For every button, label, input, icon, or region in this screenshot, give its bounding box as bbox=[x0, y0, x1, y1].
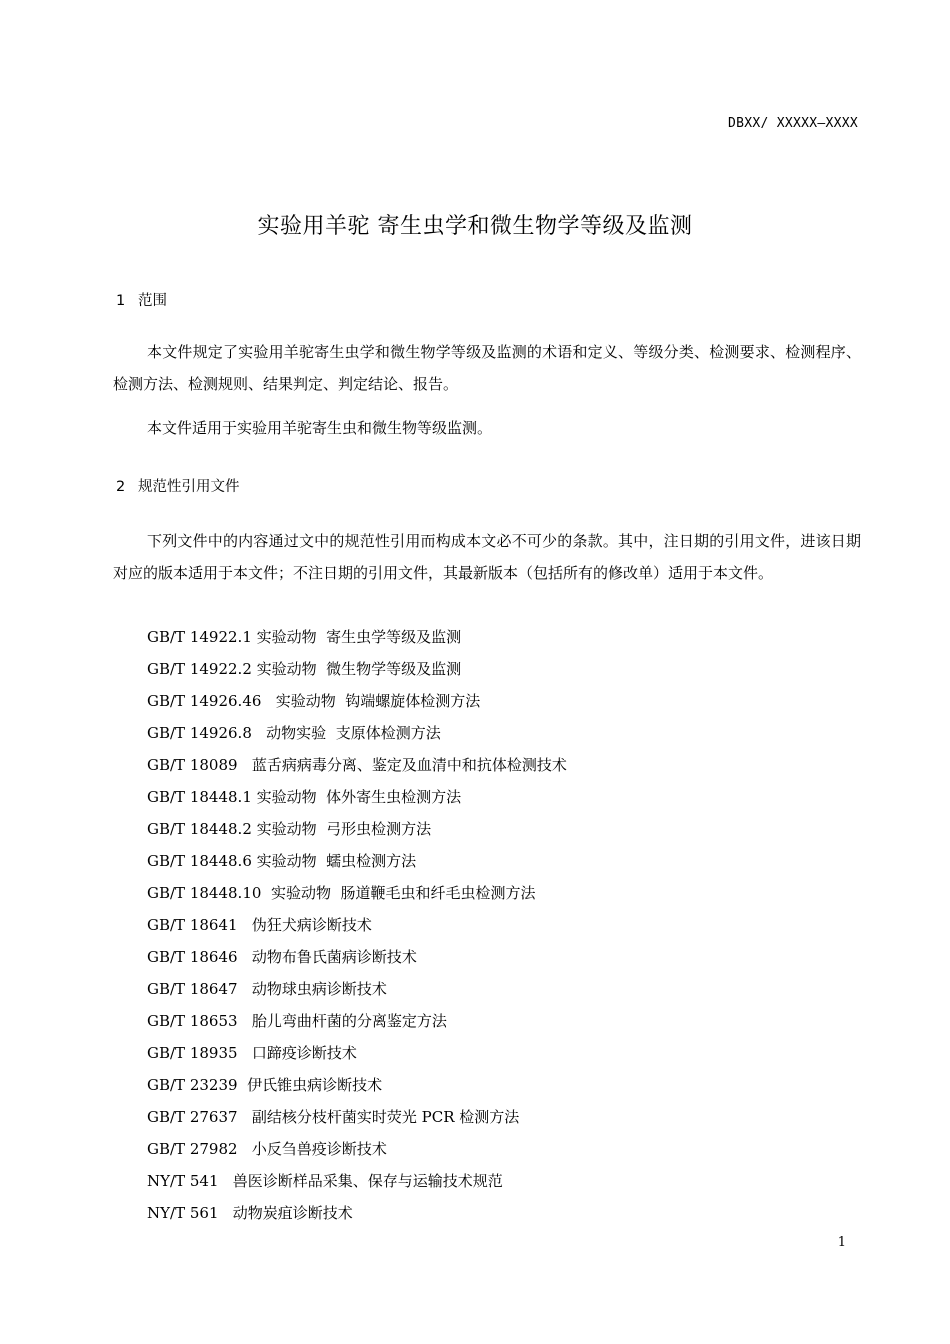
document-title: 实验用羊驼 寄生虫学和微生物学等级及监测 bbox=[257, 214, 693, 239]
page-number: 1 bbox=[837, 1235, 846, 1250]
scope-paragraph-2: 本文件适用于实验用羊驼寄生虫和微生物等级监测。 bbox=[147, 419, 493, 437]
reference-item: GB/T 18089 蓝舌病病毒分离、鉴定及血清中和抗体检测技术 bbox=[147, 756, 567, 774]
section-title: 规范性引用文件 bbox=[138, 479, 240, 495]
reference-item: GB/T 14922.1 实验动物 寄生虫学等级及监测 bbox=[147, 628, 462, 646]
reference-item: NY/T 561 动物炭疽诊断技术 bbox=[147, 1204, 353, 1222]
reference-item: GB/T 18653 胎儿弯曲杆菌的分离鉴定方法 bbox=[147, 1012, 447, 1030]
reference-item: GB/T 14926.8 动物实验 支原体检测方法 bbox=[147, 724, 441, 742]
section-number: 1 bbox=[116, 293, 126, 309]
reference-item: GB/T 18448.10 实验动物 肠道鞭毛虫和纤毛虫检测方法 bbox=[147, 884, 536, 902]
reference-item: GB/T 27982 小反刍兽疫诊断技术 bbox=[147, 1140, 387, 1158]
reference-item: GB/T 18448.6 实验动物 蠕虫检测方法 bbox=[147, 852, 417, 870]
reference-item: GB/T 18448.1 实验动物 体外寄生虫检测方法 bbox=[147, 788, 462, 806]
reference-item: NY/T 541 兽医诊断样品采集、保存与运输技术规范 bbox=[147, 1172, 503, 1190]
references-intro-paragraph: 下列文件中的内容通过文中的规范性引用而构成本文必不可少的条款。其中，注日期的引用文件，进该日期对应的版本适用于本文件；不注日期的引用文件，其最新版本（包括所有的修改单）适用于本文件。 bbox=[113, 532, 861, 582]
document-code: DBXX/ XXXXX—XXXX bbox=[727, 116, 858, 131]
section-title: 范围 bbox=[138, 293, 167, 309]
scope-paragraph-1: 本文件规定了实验用羊驼寄生虫学和微生物学等级及监测的术语和定义、等级分类、检测要求、检测程序、检测方法、检测规则、结果判定、判定结论、报告。 bbox=[113, 343, 861, 393]
section-number: 2 bbox=[116, 479, 126, 495]
reference-item: GB/T 14926.46 实验动物 钩端螺旋体检测方法 bbox=[147, 692, 481, 710]
reference-item: GB/T 14922.2 实验动物 微生物学等级及监测 bbox=[147, 660, 462, 678]
reference-item: GB/T 18647 动物球虫病诊断技术 bbox=[147, 980, 387, 998]
reference-item: GB/T 18646 动物布鲁氏菌病诊断技术 bbox=[147, 948, 417, 966]
reference-item: GB/T 27637 副结核分枝杆菌实时荧光 PCR 检测方法 bbox=[147, 1108, 520, 1126]
reference-list bbox=[147, 621, 847, 1229]
section-heading-scope bbox=[116, 289, 167, 310]
reference-item: GB/T 18935 口蹄疫诊断技术 bbox=[147, 1044, 357, 1062]
reference-item: GB/T 18448.2 实验动物 弓形虫检测方法 bbox=[147, 820, 432, 838]
reference-item: GB/T 18641 伪狂犬病诊断技术 bbox=[147, 916, 372, 934]
section-heading-normative-references bbox=[116, 475, 240, 496]
reference-item: GB/T 23239 伊氏锥虫病诊断技术 bbox=[147, 1076, 383, 1094]
